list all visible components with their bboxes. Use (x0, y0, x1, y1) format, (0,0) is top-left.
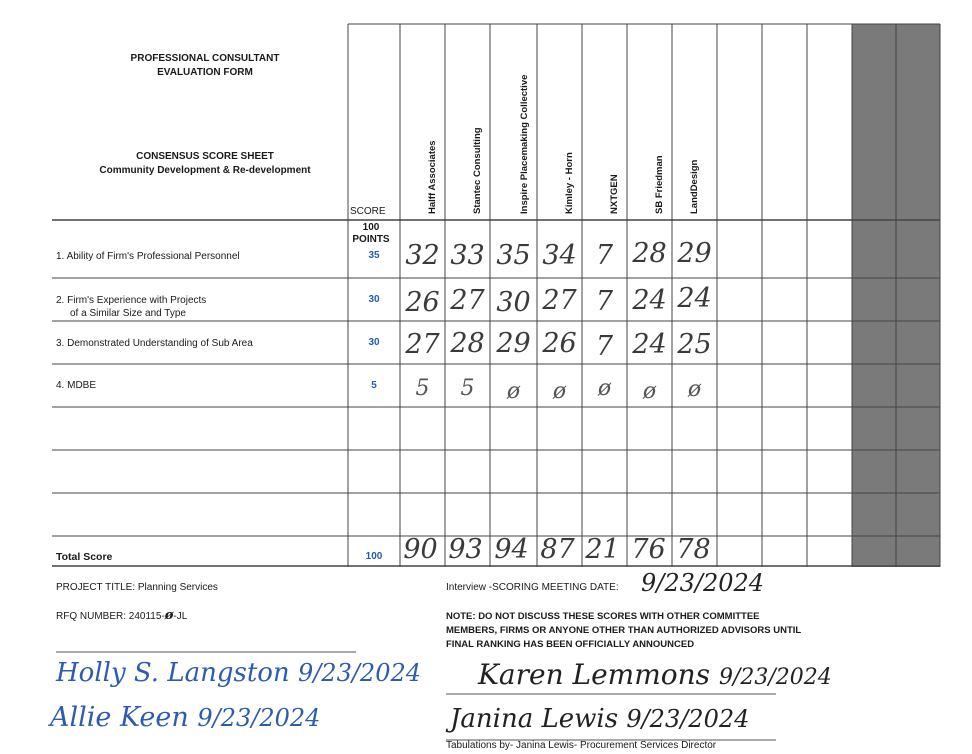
criterion-1-points: 35 (368, 250, 380, 261)
score-cell: 28 (450, 328, 485, 359)
score-cell: ø (687, 377, 702, 402)
signature-date: 9/23/2024 (718, 665, 832, 690)
firm-name-inspire: Inspire Placemaking Collective (519, 74, 530, 214)
score-cell: ø (597, 376, 612, 401)
score-column-label: SCORE (350, 206, 386, 217)
score-cell: 32 (405, 240, 440, 271)
score-cell: 7 (595, 240, 614, 271)
criterion-4-points: 5 (371, 380, 377, 391)
criterion-3-label: 3. Demonstrated Understanding of Sub Area (56, 338, 253, 349)
score-cell: 27 (405, 329, 440, 360)
note-line-2: MEMBERS, FIRMS OR ANYONE OTHER THAN AUTHORIZED ADVISORS UNTIL (446, 625, 802, 636)
score-cell: 7 (595, 331, 614, 362)
form-subtitle-line1: CONSENSUS SCORE SHEET (136, 151, 274, 162)
max-points-value: 100 (362, 222, 380, 233)
project-title: PROJECT TITLE: Planning Services (56, 582, 218, 593)
tabulations-credit: Tabulations by- Janina Lewis- Procurement Services Director (446, 740, 717, 751)
firm-name-nxtgen: NXTGEN (609, 174, 620, 214)
criterion-4-label: 4. MDBE (56, 380, 97, 391)
total-cell: 78 (676, 534, 711, 565)
form-title-line2: EVALUATION FORM (157, 67, 253, 78)
score-cell: 24 (677, 283, 712, 314)
signature-date: 9/23/2024 (626, 705, 750, 733)
score-cell: 26 (542, 328, 577, 359)
score-cell: 27 (450, 285, 485, 316)
score-cell: ø (506, 379, 521, 404)
total-cell: 21 (585, 534, 620, 565)
form-subtitle-line2: Community Development & Re-development (99, 165, 311, 176)
score-cell: ø (552, 379, 567, 404)
score-cell: 24 (632, 329, 667, 360)
score-cell: 30 (496, 287, 531, 318)
rfq-suffix: -JL (173, 611, 188, 622)
total-cell: 93 (448, 534, 483, 565)
score-cell: ø (642, 379, 657, 404)
signature-name: Holly S. Langston (56, 658, 290, 688)
total-score-label: Total Score (56, 551, 113, 563)
total-cell: 87 (540, 534, 575, 565)
score-cell: 33 (450, 240, 485, 271)
firm-name-sb-friedman: SB Friedman (654, 155, 665, 214)
firm-name-landdesign: LandDesign (689, 159, 700, 214)
firm-name-halff: Halff Associates (427, 140, 438, 214)
total-cell: 90 (403, 534, 438, 565)
score-cell: 5 (460, 376, 475, 401)
score-cell: 35 (496, 240, 531, 271)
score-cell: 34 (542, 240, 577, 271)
meeting-date-handwritten: 9/23/2024 (641, 569, 765, 597)
score-cell: 29 (677, 238, 712, 269)
signature-name: Allie Keen (50, 702, 189, 733)
signature-name: Janina Lewis (450, 704, 619, 734)
form-title-line1: PROFESSIONAL CONSULTANT (130, 53, 280, 64)
signature-holly-langston (56, 658, 421, 688)
signature-allie-keen (50, 702, 320, 733)
note-line-3: FINAL RANKING HAS BEEN OFFICIALLY ANNOUNCED (446, 639, 695, 650)
score-cell: 5 (415, 376, 430, 401)
score-cell: 28 (632, 238, 667, 269)
criterion-2-label-line1: 2. Firm's Experience with Projects (56, 295, 207, 306)
signature-date: 9/23/2024 (297, 659, 421, 687)
score-cell: 24 (632, 285, 667, 316)
note-line-1: NOTE: DO NOT DISCUSS THESE SCORES WITH OTHER COMMITTEE (446, 611, 760, 622)
max-points-label: POINTS (352, 234, 390, 245)
rfq-handwritten: ø (164, 608, 174, 623)
signature-janina-lewis (450, 704, 749, 734)
total-score-points: 100 (365, 551, 383, 562)
firm-name-stantec: Stantec Consulting (472, 127, 483, 214)
signature-karen-lemmons (478, 658, 832, 691)
score-cell: 25 (677, 329, 712, 360)
criterion-3-points: 30 (368, 337, 380, 348)
score-cell: 29 (496, 328, 531, 359)
rfq-label: RFQ NUMBER: 240115- (56, 611, 165, 622)
criterion-2-points: 30 (368, 294, 380, 305)
total-cell: 94 (494, 534, 529, 565)
score-cell: 7 (595, 286, 614, 317)
score-cell: 26 (405, 287, 440, 318)
firm-name-kimley-horn: Kimley - Horn (564, 152, 575, 214)
signature-date: 9/23/2024 (197, 704, 321, 732)
criterion-2-label-line2: of a Similar Size and Type (70, 308, 186, 319)
criterion-1-label: 1. Ability of Firm's Professional Personnel (56, 251, 240, 262)
total-cell: 76 (631, 534, 666, 565)
score-cell: 27 (542, 285, 577, 316)
signature-name: Karen Lemmons (478, 658, 711, 691)
meeting-date-label: Interview -SCORING MEETING DATE: (446, 582, 619, 593)
